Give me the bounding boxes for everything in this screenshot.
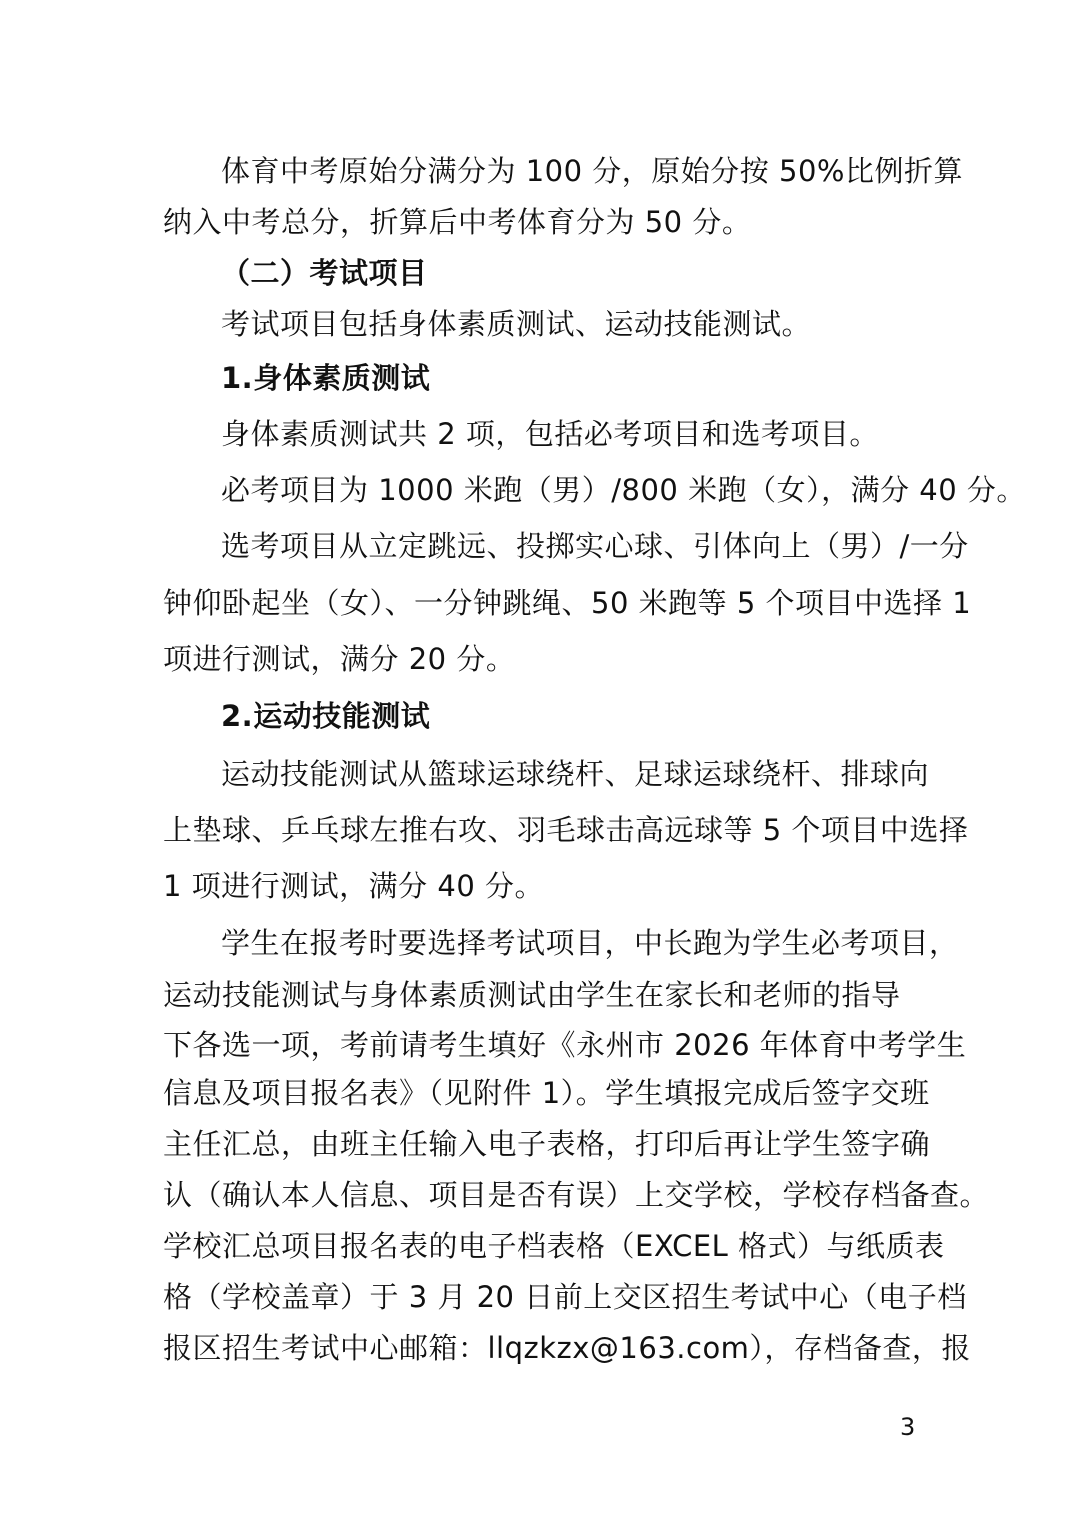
paragraph-line: 身体素质测试共 2 项，包括必考项目和选考项目。: [221, 417, 879, 451]
subsection-heading: 2.运动技能测试: [221, 699, 431, 733]
paragraph-line: 信息及项目报名表》（见附件 1）。学生填报完成后签字交班: [163, 1076, 930, 1110]
paragraph-line: 选考项目从立定跳远、投掷实心球、引体向上（男）/一分: [221, 529, 969, 563]
section-heading: （二）考试项目: [221, 256, 428, 290]
paragraph-line: 认（确认本人信息、项目是否有误）上交学校，学校存档备查。: [163, 1178, 990, 1212]
paragraph-line: 下各选一项，考前请考生填好《永州市 2026 年体育中考学生: [163, 1028, 967, 1062]
paragraph-line: 必考项目为 1000 米跑（男）/800 米跑（女），满分 40 分。: [221, 473, 1026, 507]
paragraph-line: 报区招生考试中心邮箱：llqzkzx@163.com），存档备查，报: [163, 1331, 971, 1365]
paragraph-line: 运动技能测试与身体素质测试由学生在家长和老师的指导: [163, 978, 901, 1012]
paragraph-line: 格（学校盖章）于 3 月 20 日前上交区招生考试中心（电子档: [163, 1280, 967, 1314]
paragraph-line: 上垫球、乒乓球左推右攻、羽毛球击高远球等 5 个项目中选择: [163, 813, 969, 847]
paragraph-line: 纳入中考总分，折算后中考体育分为 50 分。: [163, 205, 752, 239]
paragraph-line: 考试项目包括身体素质测试、运动技能测试。: [221, 307, 812, 341]
paragraph-line: 项进行测试，满分 20 分。: [163, 642, 516, 676]
paragraph-line: 钟仰卧起坐（女）、一分钟跳绳、50 米跑等 5 个项目中选择 1: [163, 586, 972, 620]
paragraph-line: 学校汇总项目报名表的电子档表格（EXCEL 格式）与纸质表: [163, 1229, 945, 1263]
paragraph-line: 体育中考原始分满分为 100 分，原始分按 50%比例折算: [221, 154, 963, 188]
subsection-heading: 1.身体素质测试: [221, 361, 431, 395]
paragraph-line: 运动技能测试从篮球运球绕杆、足球运球绕杆、排球向: [221, 757, 930, 791]
paragraph-line: 学生在报考时要选择考试项目，中长跑为学生必考项目，: [221, 926, 959, 960]
page-number: 3: [900, 1413, 916, 1441]
paragraph-line: 主任汇总，由班主任输入电子表格，打印后再让学生签字确: [163, 1127, 931, 1161]
paragraph-line: 1 项进行测试，满分 40 分。: [163, 869, 545, 903]
